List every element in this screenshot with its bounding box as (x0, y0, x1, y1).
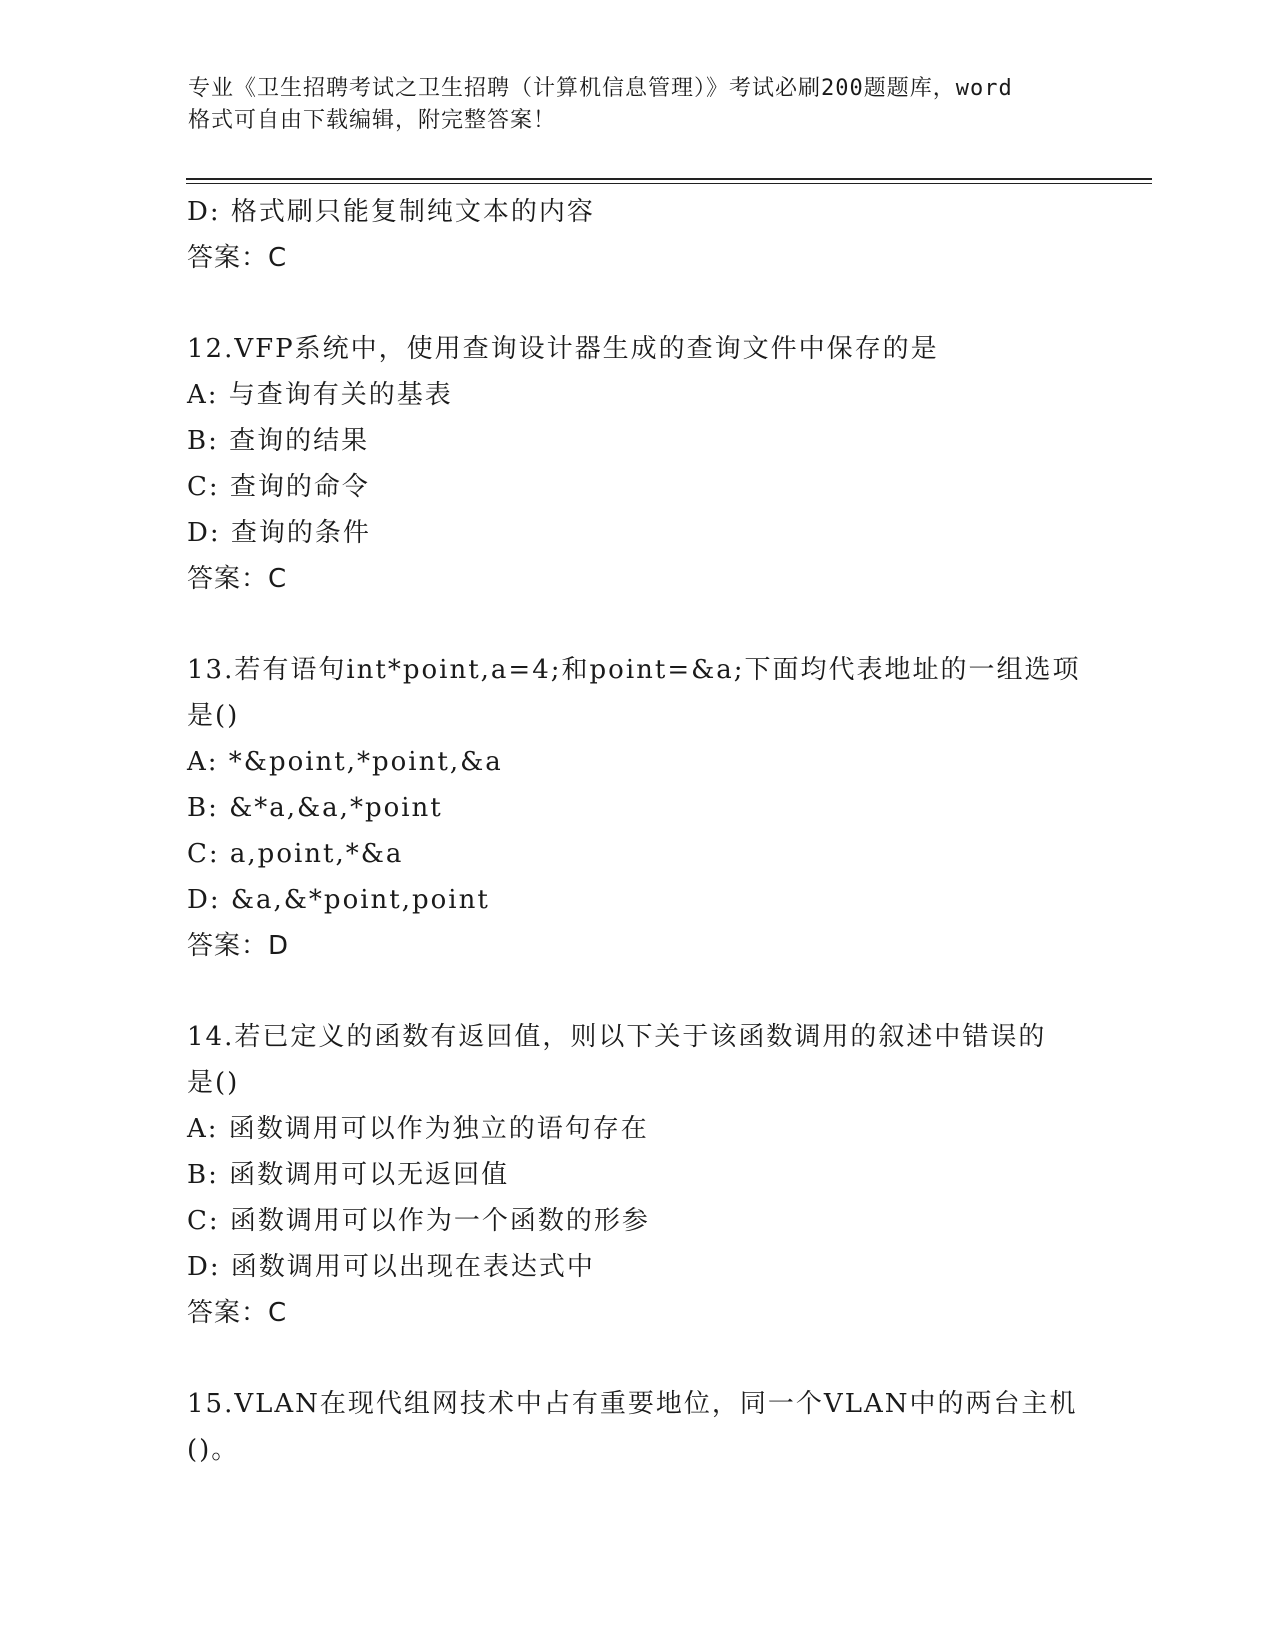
answer: 答案：D (187, 931, 290, 961)
option-b: B: 查询的结果 (187, 426, 370, 456)
question-stem: 12.VFP系统中，使用查询设计器生成的查询文件中保存的是 (187, 334, 939, 364)
header-line-1: 专业《卫生招聘考试之卫生招聘（计算机信息管理）》考试必刷200题题库，word (188, 76, 1013, 101)
question-12 (187, 326, 1087, 602)
header-divider-thin (186, 183, 1152, 184)
option-b: B: 函数调用可以无返回值 (187, 1160, 510, 1190)
question-13 (187, 647, 1087, 969)
option-a: A: 函数调用可以作为独立的语句存在 (187, 1114, 649, 1144)
answer: 答案：C (187, 1298, 288, 1328)
question-stem-line-2: ()。 (187, 1435, 240, 1465)
question-stem-line-1: 15.VLAN在现代组网技术中占有重要地位，同一个VLAN中的两台主机 (187, 1389, 1078, 1419)
question-list (187, 189, 1087, 1473)
option-a: A: 与查询有关的基表 (187, 380, 453, 410)
question-stem-line-2: 是() (187, 1068, 240, 1098)
option-d: D: 查询的条件 (187, 518, 371, 548)
option-b: B: &*a,&a,*point (187, 793, 443, 823)
document-header (188, 73, 1088, 137)
question-14 (187, 1014, 1087, 1336)
question-15 (187, 1381, 1087, 1473)
option-a: A: *&point,*point,&a (187, 747, 503, 777)
prev-answer: 答案：C (187, 243, 288, 273)
option-d: D: 函数调用可以出现在表达式中 (187, 1252, 595, 1282)
option-c: C: 查询的命令 (187, 472, 370, 502)
question-stem-line-1: 13.若有语句int*point,a=4;和point=&a;下面均代表地址的一组选项 (187, 655, 1081, 685)
header-line-2: 格式可自由下载编辑，附完整答案！ (188, 108, 557, 133)
question-stem-line-2: 是() (187, 701, 240, 731)
answer: 答案：C (187, 564, 288, 594)
question-stem-line-1: 14.若已定义的函数有返回值，则以下关于该函数调用的叙述中错误的 (187, 1022, 1047, 1052)
option-c: C: 函数调用可以作为一个函数的形参 (187, 1206, 650, 1236)
option-d: D: &a,&*point,point (187, 885, 490, 915)
header-divider-thick (186, 178, 1152, 180)
option-c: C: a,point,*&a (187, 839, 404, 869)
prev-option-d: D: 格式刷只能复制纯文本的内容 (187, 197, 595, 227)
